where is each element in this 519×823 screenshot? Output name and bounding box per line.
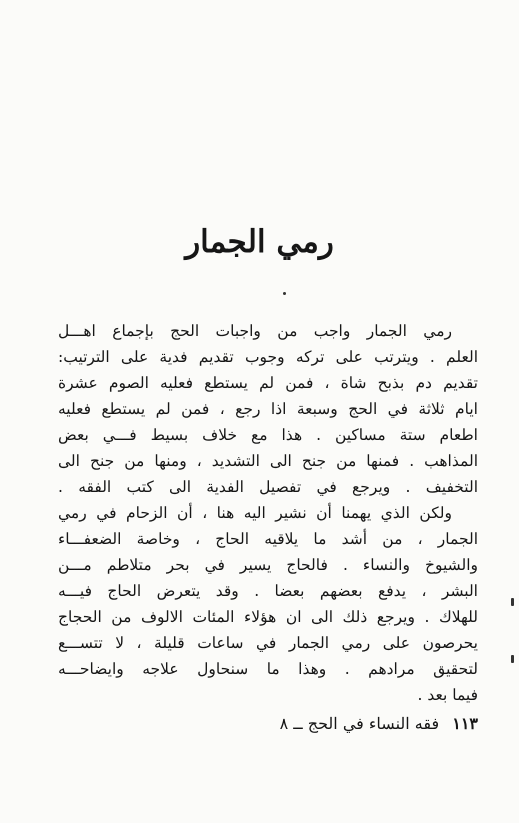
text-line: المذاهب . فمنها من جنح الى التشديد ، ومنها من جنح الى — [58, 452, 478, 470]
text-line: البشر ، يدفع بعضهم بعضا . وقد يتعرض الحاج فيـــه — [58, 582, 478, 600]
body-text — [58, 318, 478, 708]
ink-dot — [283, 292, 286, 295]
running-title: فقه النساء في الحج ــ ٨ — [279, 714, 440, 733]
text-line: لتحقيق مرادهم . وهذا ما سنحاول علاجه وايضاحـــه — [58, 660, 478, 678]
paragraph-2 — [58, 500, 478, 708]
text-line: للهلاك . ويرجع ذلك الى ان هؤلاء المئات الالوف من الحجاج — [58, 608, 478, 626]
text-line: التخفيف . ويرجع في تفصيل الفدية الى كتب الفقه . — [58, 478, 478, 496]
paragraph-1 — [58, 318, 478, 500]
text-line: والشيوخ والنساء . فالحاج يسير في بحر متلاطم مـــن — [58, 556, 478, 574]
ink-mark — [511, 655, 514, 663]
text-line: رمي الجمار واجب من واجبات الحج بإجماع اهـــل — [58, 322, 452, 340]
chapter-title: رمي الجمار — [185, 224, 334, 260]
text-line: ايام ثلاثة في الحج وسبعة اذا رجع ، فمن لم يستطع فعليه — [58, 400, 478, 418]
text-line: ولكن الذي يهمنا أن نشير اليه هنا ، أن الزحام في رمي — [58, 504, 452, 522]
text-line: العلم . ويترتب على تركه وجوب تقديم فدية على الترتيب: — [58, 348, 478, 366]
text-line: اطعام ستة مساكين . هذا مع خلاف بسيط فـــي بعض — [58, 426, 478, 444]
page-footer — [58, 714, 478, 733]
page-number: ١١٣ — [452, 714, 478, 733]
text-line: تقديم دم بذبح شاة ، فمن لم يستطع فعليه الصوم عشرة — [58, 374, 478, 392]
ink-mark — [511, 598, 514, 606]
text-line: الجمار ، من أشد ما يلاقيه الحاج ، وخاصة الضعفـــاء — [58, 530, 478, 548]
text-line: فيما بعد . — [417, 686, 478, 704]
text-line: يحرصون على رمي الجمار في ساعات قليلة ، لا تتســـع — [58, 634, 478, 652]
